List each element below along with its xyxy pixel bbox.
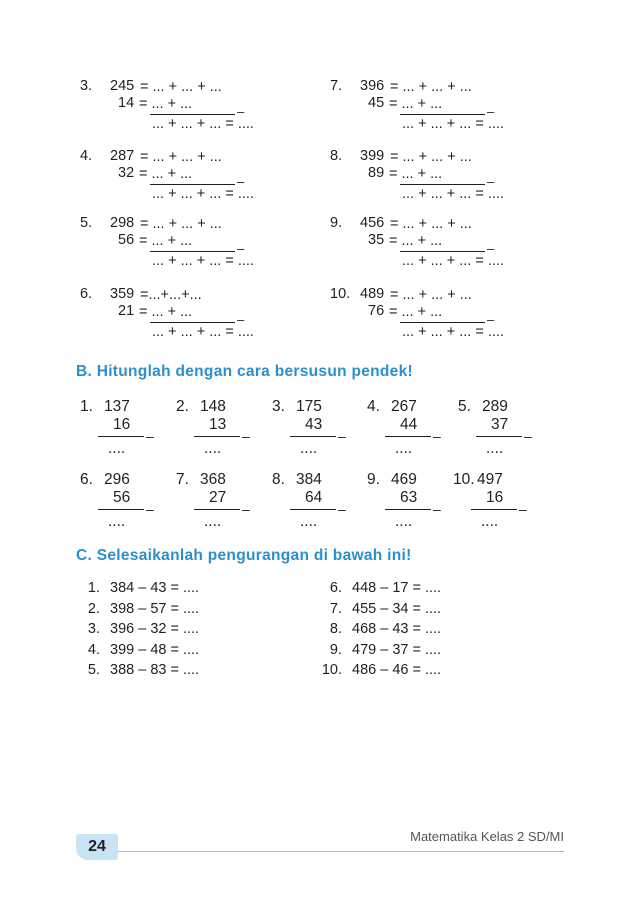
answer-dots: .... bbox=[108, 513, 126, 530]
subtraction-line bbox=[471, 509, 517, 510]
subtrahend: 37 bbox=[491, 416, 509, 433]
item-number: 1. bbox=[80, 398, 93, 415]
minus-sign: – bbox=[146, 501, 154, 517]
answer-dots: .... bbox=[395, 513, 413, 530]
item-number: 9. bbox=[329, 641, 342, 658]
subtraction-expression: 399 – 48 = .... bbox=[110, 641, 200, 658]
subtrahend: 16 bbox=[113, 416, 131, 433]
minus-sign: – bbox=[146, 428, 154, 444]
item-number: 8. bbox=[329, 621, 342, 637]
second-decomposition: = ... + ... bbox=[389, 96, 443, 112]
second-decomposition: = ... + ... bbox=[139, 233, 193, 249]
item-number: 4. bbox=[87, 641, 100, 658]
subtraction-line bbox=[290, 436, 336, 437]
subtraction-line bbox=[98, 436, 144, 437]
subtraction-line bbox=[194, 509, 240, 510]
minuend: 368 bbox=[200, 471, 226, 488]
first-decomposition: = ... + ... + ... bbox=[140, 216, 222, 232]
result-expression: ... + ... + ... = .... bbox=[152, 186, 254, 202]
first-number: 245 bbox=[110, 78, 135, 94]
second-decomposition: = ... + ... bbox=[139, 166, 193, 182]
item-number: 10. bbox=[321, 662, 342, 678]
first-number: 359 bbox=[110, 286, 135, 302]
exercise-c-item bbox=[314, 580, 441, 596]
first-decomposition: =...+...+... bbox=[140, 287, 202, 303]
subtrahend: 27 bbox=[209, 489, 227, 506]
answer-dots: .... bbox=[300, 513, 318, 530]
subtrahend: 43 bbox=[305, 416, 323, 433]
exercise-c-item bbox=[72, 621, 199, 637]
minus-sign: – bbox=[338, 428, 346, 444]
exercise-c-item bbox=[72, 662, 199, 678]
first-decomposition: = ... + ... + ... bbox=[140, 149, 222, 165]
item-number: 4. bbox=[80, 148, 93, 164]
second-decomposition: = ... + ... bbox=[389, 304, 443, 320]
minus-sign: – bbox=[524, 428, 532, 444]
item-number: 8. bbox=[330, 148, 343, 164]
subtraction-line bbox=[194, 436, 240, 437]
minus-sign: – bbox=[487, 104, 495, 119]
minuend: 137 bbox=[104, 398, 130, 415]
item-number: 3. bbox=[87, 621, 100, 637]
minuend: 175 bbox=[296, 398, 322, 415]
result-expression: ... + ... + ... = .... bbox=[152, 253, 254, 269]
exercise-c-item bbox=[314, 601, 441, 617]
item-number: 5. bbox=[458, 398, 471, 415]
item-number: 7. bbox=[329, 600, 342, 617]
minus-sign: – bbox=[242, 428, 250, 444]
minuend: 267 bbox=[391, 398, 417, 415]
exercise-c-item bbox=[72, 580, 199, 596]
item-number: 6. bbox=[80, 286, 93, 302]
first-decomposition: = ... + ... + ... bbox=[390, 149, 472, 165]
result-expression: ... + ... + ... = .... bbox=[402, 116, 504, 132]
item-number: 6. bbox=[329, 580, 342, 596]
minuend: 384 bbox=[296, 471, 322, 488]
subtraction-line bbox=[476, 436, 522, 437]
minus-sign: – bbox=[237, 241, 245, 256]
minus-sign: – bbox=[487, 174, 495, 189]
second-number: 76 bbox=[368, 303, 385, 319]
subtraction-expression: 455 – 34 = .... bbox=[352, 600, 442, 617]
answer-dots: .... bbox=[395, 440, 413, 457]
item-number: 5. bbox=[80, 215, 93, 231]
item-number: 9. bbox=[330, 215, 343, 231]
exercise-c-item bbox=[314, 662, 441, 678]
minuend: 469 bbox=[391, 471, 417, 488]
item-number: 5. bbox=[87, 662, 100, 678]
item-number: 10. bbox=[330, 286, 351, 302]
second-number: 89 bbox=[368, 165, 385, 181]
result-expression: ... + ... + ... = .... bbox=[402, 186, 504, 202]
subtraction-expression: 486 – 46 = .... bbox=[352, 662, 442, 678]
page-number: 24 bbox=[76, 834, 118, 860]
first-number: 399 bbox=[360, 148, 385, 164]
second-decomposition: = ... + ... bbox=[139, 304, 193, 320]
subtraction-expression: 388 – 83 = .... bbox=[110, 662, 200, 678]
subtraction-expression: 479 – 37 = .... bbox=[352, 641, 442, 658]
result-expression: ... + ... + ... = .... bbox=[402, 324, 504, 340]
minus-sign: – bbox=[237, 174, 245, 189]
exercise-c-item bbox=[314, 621, 441, 637]
exercise-c-item bbox=[72, 601, 199, 617]
subtrahend: 16 bbox=[486, 489, 504, 506]
item-number: 2. bbox=[176, 398, 189, 415]
subtraction-line bbox=[98, 509, 144, 510]
minus-sign: – bbox=[338, 501, 346, 517]
item-number: 8. bbox=[272, 471, 285, 488]
minus-sign: – bbox=[433, 501, 441, 517]
subtraction-expression: 448 – 17 = .... bbox=[352, 580, 442, 596]
first-decomposition: = ... + ... + ... bbox=[390, 216, 472, 232]
subtraction-expression: 468 – 43 = .... bbox=[352, 621, 442, 637]
first-decomposition: = ... + ... + ... bbox=[390, 287, 472, 303]
second-decomposition: = ... + ... bbox=[139, 96, 193, 112]
minus-sign: – bbox=[433, 428, 441, 444]
subtraction-line bbox=[385, 509, 431, 510]
answer-dots: .... bbox=[481, 513, 499, 530]
exercise-c-item bbox=[72, 642, 199, 658]
item-number: 1. bbox=[87, 580, 100, 596]
minuend: 296 bbox=[104, 471, 130, 488]
footer-divider bbox=[118, 851, 564, 852]
item-number: 7. bbox=[330, 78, 343, 94]
exercise-c-item bbox=[314, 642, 441, 658]
item-number: 3. bbox=[272, 398, 285, 415]
subtrahend: 64 bbox=[305, 489, 323, 506]
subtrahend: 56 bbox=[113, 489, 131, 506]
item-number: 9. bbox=[367, 471, 380, 488]
second-decomposition: = ... + ... bbox=[389, 233, 443, 249]
result-expression: ... + ... + ... = .... bbox=[402, 253, 504, 269]
first-number: 456 bbox=[360, 215, 385, 231]
second-number: 32 bbox=[118, 165, 135, 181]
second-number: 56 bbox=[118, 232, 135, 248]
item-number: 10. bbox=[453, 471, 475, 488]
first-number: 396 bbox=[360, 78, 385, 94]
item-number: 2. bbox=[87, 600, 100, 617]
second-number: 35 bbox=[368, 232, 385, 248]
minus-sign: – bbox=[242, 501, 250, 517]
section-b-title: B. Hitunglah dengan cara bersusun pendek! bbox=[76, 363, 413, 380]
second-number: 14 bbox=[118, 95, 135, 111]
first-decomposition: = ... + ... + ... bbox=[390, 79, 472, 95]
subtrahend: 63 bbox=[400, 489, 418, 506]
item-number: 7. bbox=[176, 471, 189, 488]
answer-dots: .... bbox=[486, 440, 504, 457]
result-expression: ... + ... + ... = .... bbox=[152, 116, 254, 132]
first-number: 298 bbox=[110, 215, 135, 231]
minus-sign: – bbox=[519, 501, 527, 517]
first-number: 489 bbox=[360, 286, 385, 302]
subtraction-expression: 398 – 57 = .... bbox=[110, 600, 200, 617]
answer-dots: .... bbox=[300, 440, 318, 457]
second-number: 45 bbox=[368, 95, 385, 111]
book-title: Matematika Kelas 2 SD/MI bbox=[410, 829, 564, 844]
answer-dots: .... bbox=[204, 513, 222, 530]
minuend: 289 bbox=[482, 398, 508, 415]
minus-sign: – bbox=[237, 104, 245, 119]
first-number: 287 bbox=[110, 148, 135, 164]
subtraction-expression: 384 – 43 = .... bbox=[110, 580, 200, 596]
subtrahend: 13 bbox=[209, 416, 227, 433]
second-number: 21 bbox=[118, 303, 135, 319]
item-number: 3. bbox=[80, 78, 93, 94]
answer-dots: .... bbox=[108, 440, 126, 457]
minuend: 497 bbox=[477, 471, 503, 488]
subtraction-line bbox=[385, 436, 431, 437]
minus-sign: – bbox=[237, 312, 245, 327]
subtraction-expression: 396 – 32 = .... bbox=[110, 621, 200, 637]
minus-sign: – bbox=[487, 312, 495, 327]
section-c-title: C. Selesaikanlah pengurangan di bawah ini! bbox=[76, 547, 412, 564]
minus-sign: – bbox=[487, 241, 495, 256]
subtraction-line bbox=[290, 509, 336, 510]
second-decomposition: = ... + ... bbox=[389, 166, 443, 182]
minuend: 148 bbox=[200, 398, 226, 415]
result-expression: ... + ... + ... = .... bbox=[152, 324, 254, 340]
item-number: 4. bbox=[367, 398, 380, 415]
first-decomposition: = ... + ... + ... bbox=[140, 79, 222, 95]
answer-dots: .... bbox=[204, 440, 222, 457]
subtrahend: 44 bbox=[400, 416, 418, 433]
item-number: 6. bbox=[80, 471, 93, 488]
